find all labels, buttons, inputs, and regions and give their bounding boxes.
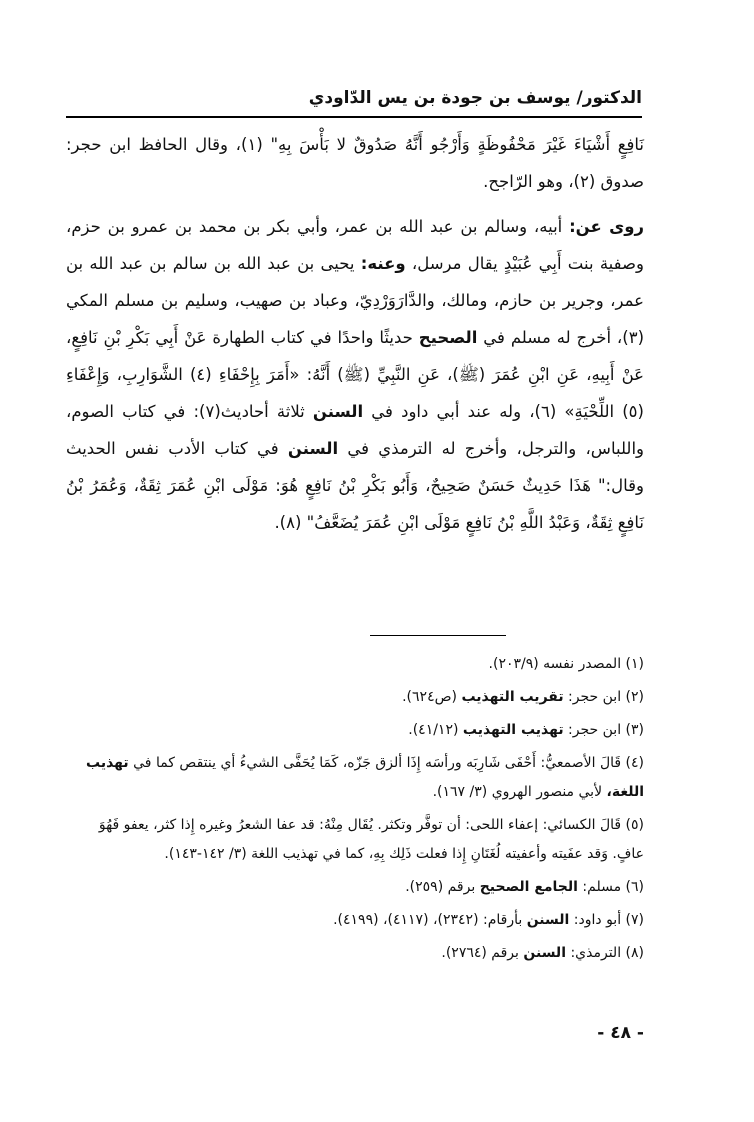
- narrated-from-label: روى عن:: [569, 217, 644, 236]
- footnote-text: (ص٦٢٤).: [402, 689, 462, 705]
- book-title-sahih: الصحيح: [418, 328, 478, 347]
- footnote-bold: تهذيب اللغة،: [86, 755, 644, 800]
- footnote-text: برقم (٢٥٩).: [405, 879, 480, 895]
- footnote-text: بأرقام: (٢٣٤٢)، (٤١١٧)، (٤١٩٩).: [333, 912, 527, 928]
- footnote-4: [66, 749, 644, 807]
- footnote-separator: [370, 635, 506, 636]
- narrated-by-label: وعنه:: [360, 254, 406, 273]
- footnote-text: (٣) ابن حجر:: [563, 722, 644, 738]
- footnote-bold: السنن: [523, 945, 566, 961]
- footnote-text: (٧) أبو داود:: [569, 912, 644, 928]
- paragraph-2-text-b: يحيى بن عبد الله بن سالم بن عبد الله بن عمر، وجرير بن حازم، ومالك، والدَّارَوَرْدِيّ، وعباد بن صهيب، وسليم بن مسلم المكي (٣)، أخرج له مسلم في: [66, 254, 644, 347]
- book-title-sunan-2: السنن: [287, 439, 339, 458]
- footnote-text: (٨) الترمذي:: [566, 945, 644, 961]
- footnote-bold: تقريب التهذيب: [461, 689, 564, 705]
- footnote-text: (٦) مسلم:: [577, 879, 644, 895]
- main-text: [66, 126, 644, 541]
- footnote-text: برقم (٢٧٦٤).: [441, 945, 524, 961]
- footnote-text: (٥) قَالَ الكسائي: إعفاء اللحى: أن توفَّر وتكثر. يُقَال مِنْهُ: قد عفا الشعرُ وغيره إِذا كثر، يعفو فَهُوَ عافٍ. وَقد عفَيته وأعفيته لُغَتَانِ إِذا فعلت ذَلِك بِهِ، كما في تهذيب اللغة (٣/ ١٤٢-١٤٣).: [98, 817, 644, 862]
- footnote-5: [66, 811, 644, 869]
- footnote-8: [66, 939, 644, 968]
- footnote-2: [66, 683, 644, 712]
- footnotes: [66, 650, 644, 972]
- footnote-text: (٢) ابن حجر:: [563, 689, 644, 705]
- footnote-text: لأبي منصور الهروي (٣/ ١٦٧).: [432, 784, 607, 800]
- footnote-7: [66, 906, 644, 935]
- footnote-bold: السنن: [526, 912, 570, 928]
- paragraph-2-text-e: في كتاب الأدب نفس الحديث وقال:" هَذَا حَدِيثٌ حَسَنٌ صَحِيحٌ، وَأَبُو بَكْرِ بْنُ نَافِعٍ هُوَ: مَوْلَى ابْنِ عُمَرَ ثِقَةٌ، وَعُمَرُ بْنُ نَافِعٍ ثِقَةٌ، وَعَبْدُ اللَّهِ بْنُ نَافِعٍ مَوْلَى ابْنِ عُمَرَ يُضَعَّفُ" (٨).: [66, 439, 644, 532]
- footnote-bold: الجامع الصحيح: [479, 879, 578, 895]
- footnote-text: (٤١/١٢).: [408, 722, 463, 738]
- page-number: - ٤٨ -: [597, 1023, 644, 1043]
- footnote-6: [66, 873, 644, 902]
- book-title-sunan-1: السنن: [312, 402, 364, 421]
- running-header: الدكتور/ يوسف بن جودة بن يس الدّاودي: [308, 88, 642, 108]
- footnote-text: (١) المصدر نفسه (٢٠٣/٩).: [488, 656, 644, 672]
- paragraph-2-text-d: ثلاثة أحاديث(٧): في كتاب الصوم، واللباس، والترجل، وأخرج له الترمذي في: [66, 402, 644, 458]
- paragraph-2-text-c: حديثًا واحدًا في كتاب الطهارة عَنْ أَبِي بَكْرِ بْنِ نَافِعٍ، عَنْ أَبِيهِ، عَنِ ابْنِ عُمَرَ (ﷺ)، عَنِ النَّبِيِّ (ﷺ) أَنَّهُ: «أَمَرَ بِإِحْفَاءِ (٤) الشَّوَارِبِ، وَإِعْفَاءِ (٥) اللِّحْيَةِ» (٦)، وله عند أبي داود في: [66, 328, 644, 421]
- paragraph-2-text-a: أبيه، وسالم بن عبد الله بن عمر، وأبي بكر بن محمد بن عمرو بن حزم، وصفية بنت أَبِي عُبَيْدٍ يقال مرسل،: [66, 217, 644, 273]
- paragraph-2: [66, 208, 644, 541]
- paragraph-1: نَافِعٍ أَشْيَاءَ غَيْرَ مَحْفُوظَةٍ وَأَرْجُو أَنَّهُ صَدُوقٌ لا بَأْسَ بِهِ" (١)، وقال الحافظ ابن حجر: صدوق (٢)، وهو الرّاجح.: [66, 135, 644, 191]
- footnote-text: (٤) قَالَ الأصمعيُّ: أَحْفَى شَارِبَه ورأسَه إِذَا ألزق جَزّه، كَمَا يُحَفَّى الشيءُ أي ينتقص كما في: [128, 755, 644, 771]
- footnote-bold: تهذيب التهذيب: [462, 722, 564, 738]
- footnote-1: [66, 650, 644, 679]
- footnote-3: [66, 716, 644, 745]
- header-rule: [66, 116, 642, 118]
